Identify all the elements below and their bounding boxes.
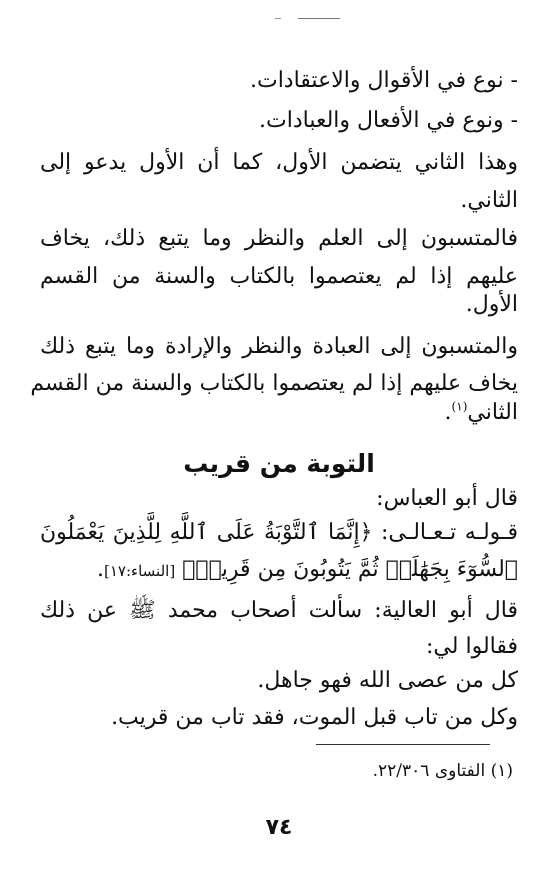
page-number: ٧٤ bbox=[265, 815, 293, 840]
verse-intro: قـولـه تـعـالـى: bbox=[381, 520, 518, 545]
header-rule bbox=[298, 18, 340, 19]
text-line-6: عليهم إذا لم يعتصموا بالكتاب والسنة من القسم bbox=[40, 264, 518, 289]
quran-verse-part2: ٱلسُّوٓءَ بِجَهَٰلَةٖ ثُمَّ يَتُوبُونَ مِن قَرِيبٖ﴾ bbox=[182, 557, 518, 582]
text-line-10 bbox=[445, 396, 518, 430]
verse-reference: [النساء:١٧] bbox=[104, 562, 176, 580]
text-line-2: - ونوع في الأفعال والعبادات. bbox=[259, 108, 518, 133]
section-line-7: وكل من تاب قبل الموت، فقد تاب من قريب. bbox=[111, 705, 518, 730]
text-line-10-text: الثاني bbox=[467, 400, 518, 425]
text-line-7: الأول. bbox=[465, 292, 518, 317]
footnote-rule bbox=[316, 744, 490, 745]
section-line-2 bbox=[40, 516, 518, 550]
section-line-5: فقالوا لي: bbox=[426, 634, 518, 659]
header-rule-mark bbox=[275, 18, 281, 19]
section-line-4: قال أبو العالية: سألت أصحاب محمد ﷺ عن ذلك bbox=[40, 598, 518, 623]
section-heading: التوبة من قريب bbox=[183, 449, 375, 478]
text-line-3: وهذا الثاني يتضمن الأول، كما أن الأول يدعو إلى bbox=[40, 150, 518, 175]
footnote: (١) الفتاوى ٢٢/٣٠٦. bbox=[372, 761, 513, 781]
quran-verse-part1: ﴿إِنَّمَا ٱلتَّوْبَةُ عَلَى ٱللَّهِ لِلَّذِينَ يَعْمَلُونَ bbox=[40, 520, 373, 545]
text-line-4: الثاني. bbox=[460, 188, 518, 213]
footnote-marker: (١) bbox=[451, 399, 468, 414]
verse-end: . bbox=[97, 557, 105, 582]
section-line-6: كل من عصى الله فهو جاهل. bbox=[257, 668, 518, 693]
section-line-1: قال أبو العباس: bbox=[376, 486, 518, 511]
text-line-8: والمتسبون إلى العبادة والنظر والإرادة وما يتبع ذلك bbox=[40, 334, 518, 359]
text-line-10-end: . bbox=[444, 400, 452, 425]
text-line-9: يخاف عليهم إذا لم يعتصموا بالكتاب والسنة من القسم bbox=[30, 371, 518, 396]
section-line-3 bbox=[97, 553, 518, 588]
text-line-5: فالمتسبون إلى العلم والنظر وما يتبع ذلك، يخاف bbox=[40, 226, 518, 251]
text-line-1: - نوع في الأقوال والاعتقادات. bbox=[249, 68, 518, 93]
